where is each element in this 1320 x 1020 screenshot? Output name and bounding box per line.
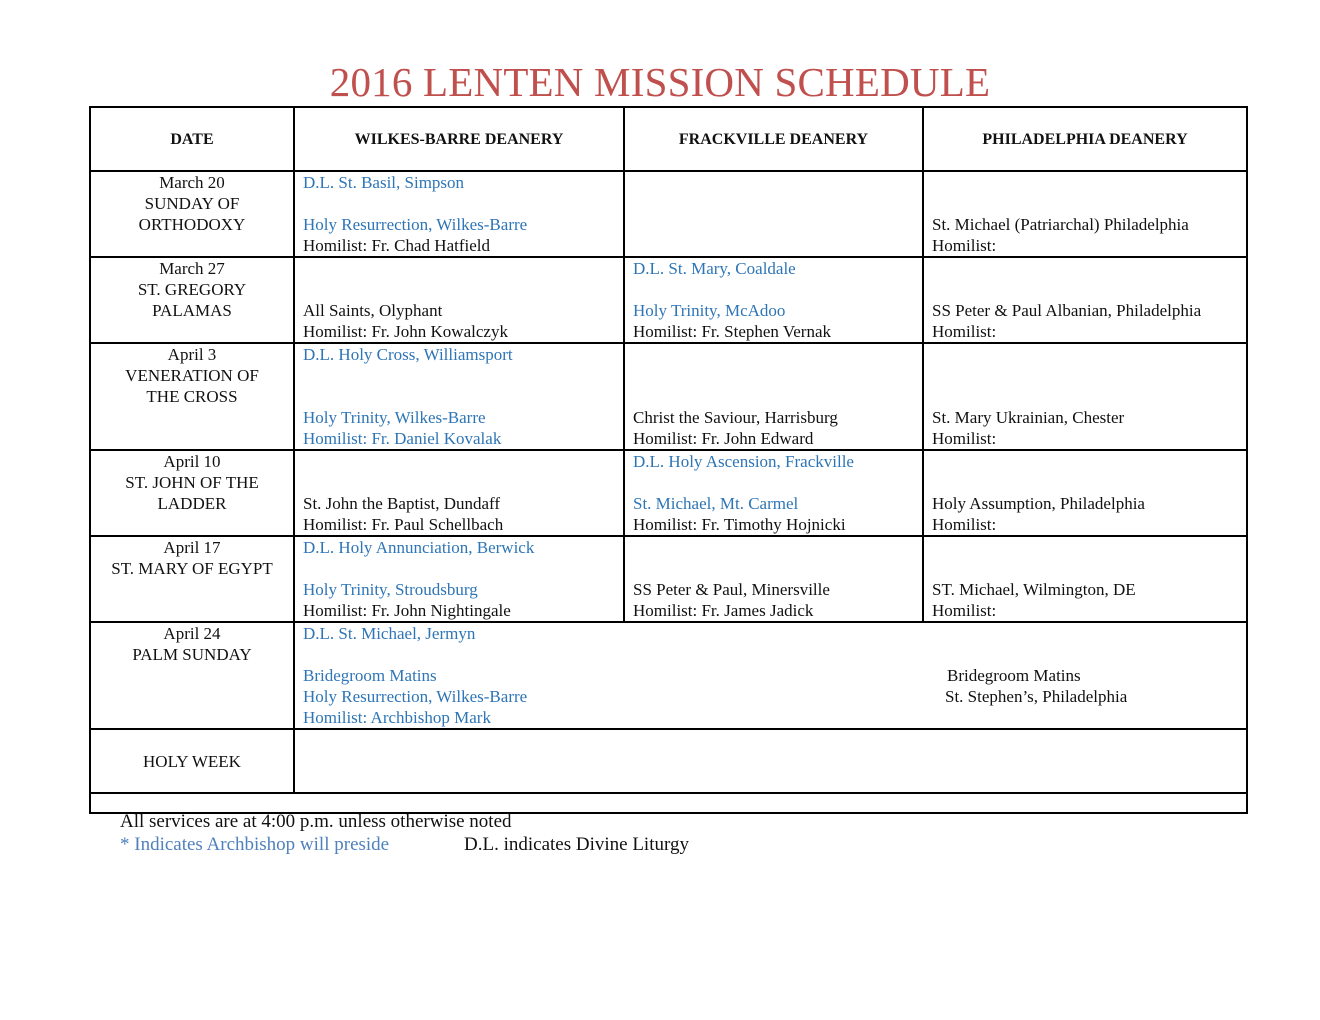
schedule-table bbox=[89, 106, 1248, 814]
date-line: April 3 bbox=[167, 345, 217, 364]
homilist-line: Homilist: bbox=[932, 322, 997, 341]
philadelphia-cell bbox=[923, 536, 1247, 622]
header-row bbox=[90, 107, 1247, 171]
location-line: Holy Trinity, McAdoo bbox=[633, 301, 786, 320]
date-line: PALAMAS bbox=[152, 301, 232, 320]
spacer-line bbox=[633, 365, 914, 386]
liturgy-line: D.L. Holy Cross, Williamsport bbox=[303, 345, 513, 364]
date-line: ST. GREGORY bbox=[137, 280, 247, 299]
matins-line: Bridegroom Matins bbox=[303, 666, 437, 685]
spacer-line bbox=[303, 644, 1238, 665]
homilist-line: Homilist: bbox=[932, 236, 997, 255]
location-line: SS Peter & Paul Albanian, Philadelphia bbox=[932, 301, 1202, 320]
spacer-line bbox=[303, 558, 615, 579]
wilkes-barre-cell bbox=[294, 171, 624, 257]
spacer-line bbox=[633, 537, 914, 558]
frackville-cell bbox=[624, 536, 923, 622]
date-cell bbox=[90, 622, 294, 729]
header-philadelphia: PHILADELPHIA DEANERY bbox=[923, 107, 1247, 171]
spacer-line bbox=[932, 258, 1238, 279]
spacer-line bbox=[303, 279, 615, 300]
location-line: All Saints, Olyphant bbox=[303, 301, 443, 320]
frackville-cell bbox=[624, 450, 923, 536]
spacer-line bbox=[303, 451, 615, 472]
location-line: Holy Assumption, Philadelphia bbox=[932, 494, 1145, 513]
table-row bbox=[90, 450, 1247, 536]
holy-week-cell bbox=[294, 729, 1247, 793]
spacer-line bbox=[932, 451, 1238, 472]
spacer-line bbox=[932, 386, 1238, 407]
spacer-line bbox=[303, 365, 615, 386]
spacer-line bbox=[932, 344, 1238, 365]
homilist-line: Homilist: Fr. Stephen Vernak bbox=[633, 322, 832, 341]
date-line: ST. MARY OF EGYPT bbox=[111, 559, 273, 578]
page-title: 2016 LENTEN MISSION SCHEDULE bbox=[329, 59, 991, 105]
date-line: March 20 bbox=[159, 173, 225, 192]
palm-sunday-cell bbox=[294, 622, 1247, 729]
homilist-line: Homilist: Fr. Paul Schellbach bbox=[303, 515, 504, 534]
services-note: All services are at 4:00 p.m. unless otherwise noted bbox=[120, 811, 512, 832]
holy-week-label: HOLY WEEK bbox=[143, 751, 241, 771]
spacer-line bbox=[633, 344, 914, 365]
homilist-line: Homilist: Fr. John Edward bbox=[633, 429, 814, 448]
location-line: St. John the Baptist, Dundaff bbox=[303, 494, 501, 513]
spacer-line bbox=[932, 279, 1238, 300]
homilist-line: Homilist: bbox=[932, 515, 997, 534]
location-line: ST. Michael, Wilmington, DE bbox=[932, 580, 1136, 599]
legend-line bbox=[120, 833, 689, 856]
date-line: April 24 bbox=[163, 624, 221, 643]
date-cell bbox=[90, 729, 294, 793]
liturgy-line: D.L. St. Michael, Jermyn bbox=[303, 624, 476, 643]
homilist-line: Homilist: Fr. Daniel Kovalak bbox=[303, 429, 502, 448]
spacer-line bbox=[303, 472, 615, 493]
spacer-line bbox=[633, 472, 914, 493]
date-line: THE CROSS bbox=[146, 387, 238, 406]
location-line: St. Michael (Patriarchal) Philadelphia bbox=[932, 215, 1189, 234]
date-cell bbox=[90, 450, 294, 536]
homilist-line: Homilist: Fr. John Nightingale bbox=[303, 601, 511, 620]
liturgy-line: D.L. Holy Annunciation, Berwick bbox=[303, 538, 535, 557]
homilist-line: Homilist: Fr. Chad Hatfield bbox=[303, 236, 490, 255]
date-cell bbox=[90, 171, 294, 257]
homilist-line: Homilist: Fr. James Jadick bbox=[633, 601, 814, 620]
wilkes-barre-cell bbox=[294, 343, 624, 450]
location-line: St. Michael, Mt. Carmel bbox=[633, 494, 799, 513]
date-line: SUNDAY OF bbox=[144, 194, 240, 213]
table-row bbox=[90, 729, 1247, 793]
spacer-line bbox=[633, 279, 914, 300]
spacer-line bbox=[932, 472, 1238, 493]
wilkes-barre-cell bbox=[294, 257, 624, 343]
spacer-line bbox=[303, 193, 615, 214]
date-cell bbox=[90, 343, 294, 450]
spacer-line bbox=[932, 558, 1238, 579]
table-row bbox=[90, 622, 1247, 729]
philadelphia-cell bbox=[923, 171, 1247, 257]
archbishop-note: * Indicates Archbishop will preside bbox=[120, 834, 390, 855]
wilkes-barre-cell bbox=[294, 536, 624, 622]
homilist-line: Homilist: bbox=[932, 429, 997, 448]
table-row bbox=[90, 171, 1247, 257]
spacer-line bbox=[303, 258, 615, 279]
homilist-line: Homilist: Fr. Timothy Hojnicki bbox=[633, 515, 846, 534]
location-line: Christ the Saviour, Harrisburg bbox=[633, 408, 838, 427]
dl-note: D.L. indicates Divine Liturgy bbox=[464, 834, 689, 855]
philadelphia-location-line: St. Stephen’s, Philadelphia bbox=[945, 687, 1128, 706]
philadelphia-cell bbox=[923, 450, 1247, 536]
philadelphia-matins-line: Bridegroom Matins bbox=[947, 666, 1081, 685]
header-frackville: FRACKVILLE DEANERY bbox=[624, 107, 923, 171]
table-row bbox=[90, 536, 1247, 622]
location-line: Holy Trinity, Stroudsburg bbox=[303, 580, 478, 599]
date-line: ORTHODOXY bbox=[138, 215, 246, 234]
spacer-line bbox=[633, 558, 914, 579]
date-line: ST. JOHN OF THE bbox=[125, 473, 259, 492]
homilist-line: Homilist: Archbishop Mark bbox=[303, 708, 491, 727]
spacer-line bbox=[633, 386, 914, 407]
homilist-line: Homilist: bbox=[932, 601, 997, 620]
date-line: PALM SUNDAY bbox=[132, 645, 252, 664]
frackville-cell bbox=[624, 257, 923, 343]
spacer-line bbox=[932, 365, 1238, 386]
spacer-line bbox=[932, 172, 1238, 193]
liturgy-line: D.L. St. Basil, Simpson bbox=[303, 173, 465, 192]
philadelphia-cell bbox=[923, 257, 1247, 343]
date-line: April 10 bbox=[163, 452, 221, 471]
location-line: Holy Resurrection, Wilkes-Barre bbox=[303, 215, 528, 234]
location-line: SS Peter & Paul, Minersville bbox=[633, 580, 830, 599]
spacer-line bbox=[932, 193, 1238, 214]
date-cell bbox=[90, 536, 294, 622]
table-row bbox=[90, 257, 1247, 343]
frackville-cell bbox=[624, 343, 923, 450]
liturgy-line: D.L. St. Mary, Coaldale bbox=[633, 259, 796, 278]
date-cell bbox=[90, 257, 294, 343]
frackville-cell bbox=[624, 171, 923, 257]
location-line: Holy Resurrection, Wilkes-Barre bbox=[303, 687, 528, 706]
header-date: DATE bbox=[90, 107, 294, 171]
spacer-line bbox=[303, 386, 615, 407]
liturgy-line: D.L. Holy Ascension, Frackville bbox=[633, 452, 854, 471]
date-line: March 27 bbox=[159, 259, 225, 278]
footnotes bbox=[120, 810, 689, 856]
homilist-line: Homilist: Fr. John Kowalczyk bbox=[303, 322, 508, 341]
location-line: St. Mary Ukrainian, Chester bbox=[932, 408, 1125, 427]
date-line: VENERATION OF bbox=[125, 366, 259, 385]
date-line: April 17 bbox=[163, 538, 221, 557]
wilkes-barre-cell bbox=[294, 450, 624, 536]
location-line: Holy Trinity, Wilkes-Barre bbox=[303, 408, 486, 427]
spacer-line bbox=[932, 537, 1238, 558]
date-line: LADDER bbox=[157, 494, 227, 513]
table-row bbox=[90, 343, 1247, 450]
header-wilkes-barre: WILKES-BARRE DEANERY bbox=[294, 107, 624, 171]
philadelphia-cell bbox=[923, 343, 1247, 450]
